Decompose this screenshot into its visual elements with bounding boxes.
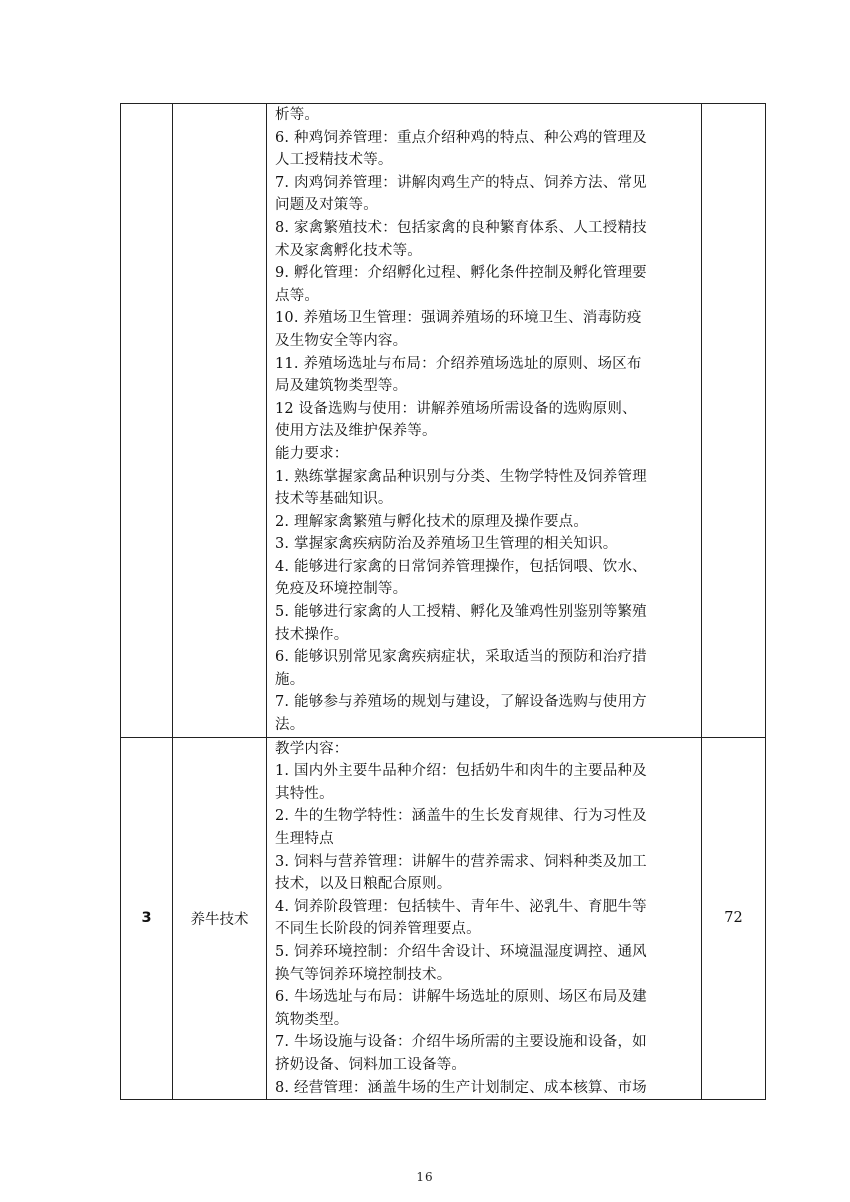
content-line: 7. 肉鸡饲养管理：讲解肉鸡生产的特点、饲养方法、常见 bbox=[275, 174, 647, 191]
content-line: 技术等基础知识。 bbox=[275, 491, 393, 508]
course-content bbox=[267, 738, 701, 1100]
content-line: 析等。 bbox=[275, 107, 320, 123]
course-name-cell: 养牛技术 bbox=[173, 737, 267, 1100]
page-number: 16 bbox=[416, 1170, 434, 1184]
course-hours-cell bbox=[702, 104, 766, 738]
content-line: 10. 养殖场卫生管理：强调养殖场的环境卫生、消毒防疫 bbox=[275, 310, 642, 327]
content-line: 1. 国内外主要牛品种介绍：包括奶牛和肉牛的主要品种及 bbox=[275, 763, 647, 780]
content-line: 换气等饲养环境控制技术。 bbox=[275, 966, 452, 983]
content-line: 及生物安全等内容。 bbox=[275, 332, 408, 349]
content-line: 12 设备选购与使用：讲解养殖场所需设备的选购原则、 bbox=[275, 400, 637, 417]
content-line: 11. 养殖场选址与布局：介绍养殖场选址的原则、场区布 bbox=[275, 355, 642, 372]
content-line: 术及家禽孵化技术等。 bbox=[275, 242, 422, 259]
content-line: 教学内容： bbox=[275, 740, 349, 757]
table-row bbox=[121, 104, 766, 738]
content-line: 使用方法及维护保养等。 bbox=[275, 423, 437, 440]
content-line: 6. 牛场选址与布局：讲解牛场选址的原则、场区布局及建 bbox=[275, 989, 647, 1006]
content-line: 施。 bbox=[275, 671, 305, 688]
content-line: 问题及对策等。 bbox=[275, 197, 378, 214]
content-line: 其特性。 bbox=[275, 785, 334, 802]
content-line: 挤奶设备、饲料加工设备等。 bbox=[275, 1056, 467, 1073]
content-line: 2. 理解家禽繁殖与孵化技术的原理及操作要点。 bbox=[275, 513, 589, 530]
content-line: 技术，以及日粮配合原则。 bbox=[275, 876, 452, 893]
content-line: 7. 牛场设施与设备：介绍牛场所需的主要设施和设备，如 bbox=[275, 1034, 647, 1051]
content-line: 9. 孵化管理：介绍孵化过程、孵化条件控制及孵化管理要 bbox=[275, 265, 647, 282]
content-line: 免疫及环境控制等。 bbox=[275, 581, 408, 598]
course-number-cell bbox=[121, 104, 173, 738]
content-line: 局及建筑物类型等。 bbox=[275, 378, 408, 395]
content-line: 不同生长阶段的饲养管理要点。 bbox=[275, 921, 481, 938]
content-line: 2. 牛的生物学特性：涵盖牛的生长发育规律、行为习性及 bbox=[275, 808, 647, 825]
curriculum-table bbox=[120, 103, 766, 1100]
course-hours-cell: 72 bbox=[702, 737, 766, 1100]
content-line: 5. 饲养环境控制：介绍牛舍设计、环境温湿度调控、通风 bbox=[275, 943, 647, 960]
content-line: 8. 经营管理：涵盖牛场的生产计划制定、成本核算、市场 bbox=[275, 1079, 647, 1096]
table-row bbox=[121, 737, 766, 1100]
content-line: 6. 能够识别常见家禽疾病症状，采取适当的预防和治疗措 bbox=[275, 649, 647, 666]
content-line: 7. 能够参与养殖场的规划与建设，了解设备选购与使用方 bbox=[275, 694, 647, 711]
content-line: 4. 饲养阶段管理：包括犊牛、青年牛、泌乳牛、育肥牛等 bbox=[275, 898, 647, 915]
content-line: 4. 能够进行家禽的日常饲养管理操作，包括饲喂、饮水、 bbox=[275, 558, 647, 575]
course-number-cell: 3 bbox=[121, 737, 173, 1100]
content-line: 法。 bbox=[275, 717, 305, 734]
content-line: 筑物类型。 bbox=[275, 1011, 349, 1028]
content-line: 6. 种鸡饲养管理：重点介绍种鸡的特点、种公鸡的管理及 bbox=[275, 129, 647, 146]
course-content-cell bbox=[267, 737, 702, 1100]
content-line: 8. 家禽繁殖技术：包括家禽的良种繁育体系、人工授精技 bbox=[275, 219, 647, 236]
content-line: 5. 能够进行家禽的人工授精、孵化及雏鸡性别鉴别等繁殖 bbox=[275, 604, 647, 621]
content-line: 3. 掌握家禽疾病防治及养殖场卫生管理的相关知识。 bbox=[275, 536, 618, 553]
course-content-cell bbox=[267, 104, 702, 738]
course-content bbox=[267, 104, 701, 737]
content-line: 1. 熟练掌握家禽品种识别与分类、生物学特性及饲养管理 bbox=[275, 468, 647, 485]
content-line: 技术操作。 bbox=[275, 626, 349, 643]
content-line: 3. 饲料与营养管理：讲解牛的营养需求、饲料种类及加工 bbox=[275, 853, 647, 870]
content-line: 人工授精技术等。 bbox=[275, 152, 393, 169]
content-line: 生理特点 bbox=[275, 831, 334, 847]
content-line: 点等。 bbox=[275, 287, 320, 304]
course-name-cell bbox=[173, 104, 267, 738]
content-line: 能力要求： bbox=[275, 445, 349, 462]
